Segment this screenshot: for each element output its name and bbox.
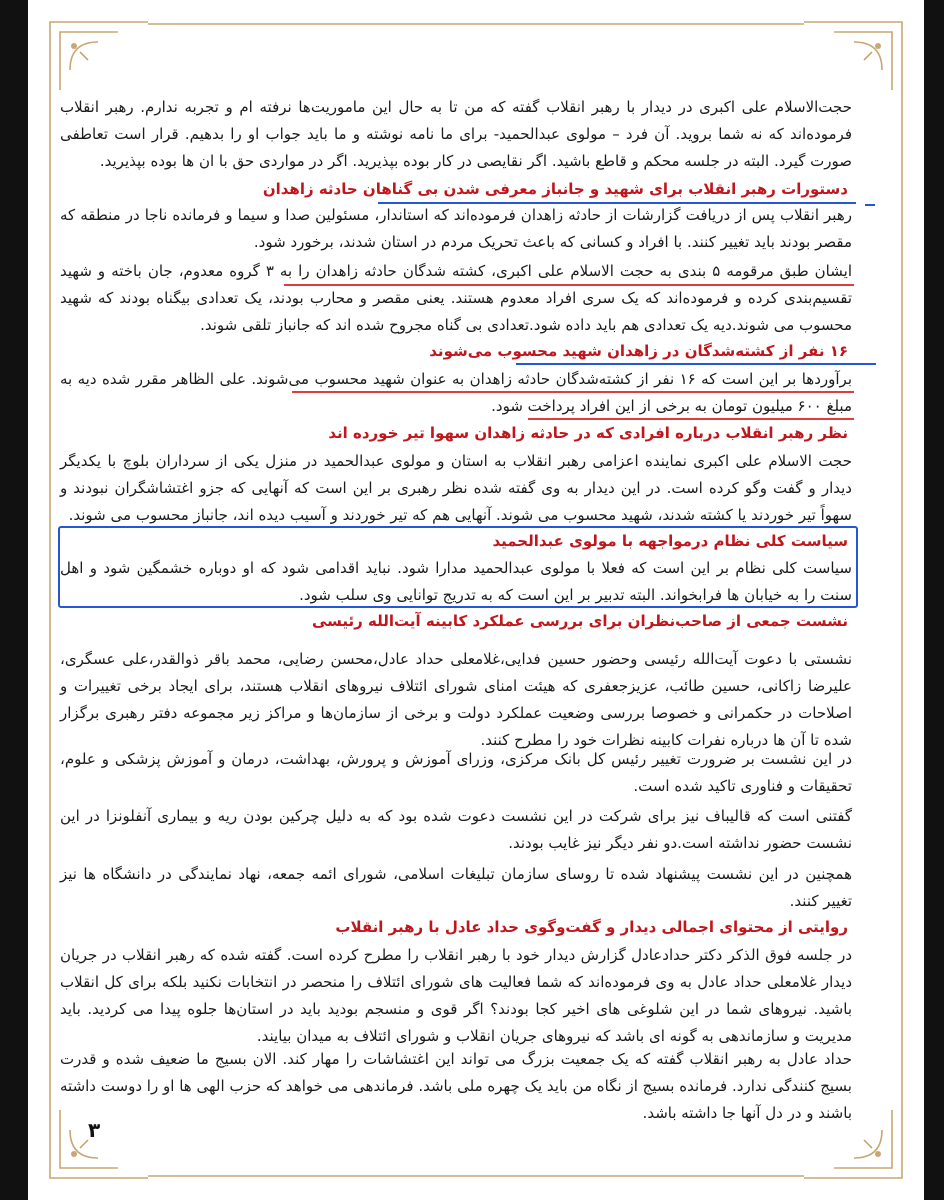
paragraph-accidental-shot: حجت الاسلام علی اکبری نماینده اعزامی رهبر انقلاب به استان و مولوی عبدالحمید در منزل یکی از سرداران بلوچ با یکدیگر دیدار و گفت وگو کرده است. در این دیدار به وی گفته شده نظر رهبری بر این است که آنهایی که جزو اغتشاشگران نبودند و سهواً تیر خوردند یا کشته شدند، شهید محسوب می شوند. آنهایی هم که تیر خوردند و آسیب دیده اند، جانباز محسوب می شوند. xyxy=(60,452,852,524)
paragraph-zahedan-orders: رهبر انقلاب پس از دریافت گزارشات از حادثه زاهدان فرموده‌اند که استاندار، مسئولین صدا و سیما و فرمانده ناجا در منطقه که مقصر بودند باید تغییر کنند. با افراد و کسانی که باعث تحریک مردم در استان شدند، برخورد شود. xyxy=(60,206,852,251)
heading-raisi-cabinet-review: نشست جمعی از صاحب‌نظران برای بررسی عملکرد کابینه آیت‌الله رئیسی xyxy=(311,612,848,630)
paragraph-general-policy: سیاست کلی نظام بر این است که فعلا با مولوی عبدالحمید مدارا شود. نباید اقدامی شود که او دوباره خشمگین شود و اهل سنت را به خیابان ها فرابخواند. البته تدبیر بر این است که به تدریج توانایی وی سلب شود. xyxy=(60,559,852,604)
paragraph-basij-weakness: حداد عادل به رهبر انقلاب گفته که یک جمعیت بزرگ می تواند این اغتشاشات را مهار کند. الان بسیج ما ضعیف شده و قدرت بسیج کنندگی ندارد. فرمانده بسیج از نگاه من باید یک چهره ملی باشد. فرماندهی می خواهد که حزب الهی ها او را دوست داشته باشند و در دل آنها جا داشته باشد. xyxy=(60,1050,852,1122)
paragraph-proposed-changes: همچنین در این نشست پیشنهاد شده تا روسای سازمان تبلیغات اسلامی، شورای ائمه جمعه، نهاد نمایندگی در دانشگاه ها نیز تغییر کنند. xyxy=(60,865,852,910)
heading-16-martyrs: ۱۶ نفر از کشته‌شدگان در زاهدان شهید محسوب می‌شوند xyxy=(429,342,848,360)
paragraph-akbari-meeting: حجت‌الاسلام علی اکبری در دیدار با رهبر انقلاب گفته که من تا به حال این ماموریت‌ها نرفته ام و تجربه ندارم. رهبر انقلاب فرموده‌اند که نه شما بروید. آن فرد – مولوی عبدالحمید- برای ما نامه نوشته و ما باید جواب او را بدهیم. قرار است تعاطفی صورت گیرد. البته در جلسه محکم و قاطع باشید. اگر نقایصی در کار بوده بپذیرید. اگر در مواردی حق با ان ها بوده بپذیرید. xyxy=(60,98,852,170)
underline-mark xyxy=(865,204,875,206)
page-number: ۳ xyxy=(88,1118,101,1142)
paragraph-three-groups: ایشان طبق مرقومه ۵ بندی به حجت الاسلام علی اکبری، کشته شدگان حادثه زاهدان را به ۳ گروه معدوم، جان باخته و شهید تقسیم‌بندی کرده و فرموده‌اند که یک سری افراد معدوم هستند. یعنی مقصر و محارب بودند، یک تعدادی بیگناه بودند که شهید محسوب می شوند.دیه یک تعدادی هم باید داده شود.تعدادی بی گناه مجروح شده اند که جانباز تلقی شوند. xyxy=(60,262,852,334)
right-dark-margin xyxy=(924,0,944,1200)
heading-haddad-adel-meeting: روایتی از محتوای اجمالی دیدار و گفت‌وگوی حداد عادل با رهبر انقلاب xyxy=(335,918,848,936)
heading-general-policy: سیاست کلی نظام درمواجهه با مولوی عبدالحمید xyxy=(492,532,848,550)
underline-16-martyrs xyxy=(292,391,854,393)
underline-three-groups xyxy=(284,284,854,286)
paragraph-minister-changes: در این نشست بر ضرورت تغییر رئیس کل بانک مرکزی، وزرای آموزش و پرورش، بهداشت، درمان و آموزش پزشکی و علوم، تحقیقات و فناوری تاکید شده است. xyxy=(60,750,852,795)
left-dark-margin xyxy=(0,0,28,1200)
paragraph-haddad-adel-report: در جلسه فوق الذکر دکتر حدادعادل گزارش دیدار خود با رهبر انقلاب را مطرح کرده است. گفته شده که رهبر انقلاب در جریان دیدار غلامعلی حداد عادل به وی فرموده‌اند که شما فعالیت های شورای ائتلاف را منحصر در انتخابات نکنید بلکه برای کل انقلاب باشید. نیروهای شما در این شلوغی های اخیر کجا بودند؟ اگر قوی و منسجم بودید باید در استان‌ها جلوه پیدا می کردید. باید مدیریت و سازماندهی به گونه ای باشد که نیروهای جریان انقلاب و شورای ائتلاف به میدان بیایند. xyxy=(60,946,852,1045)
heading-martyr-veteran-orders: دستورات رهبر انقلاب برای شهید و جانباز معرفی شدن بی گناهان حادثه زاهدان xyxy=(262,180,848,198)
paragraph-16-martyrs: برآوردها بر این است که ۱۶ نفر از کشته‌شدگان حادثه زاهدان به عنوان شهید محسوب می‌شوند. علی الظاهر مقرر شده دیه به مبلغ ۶۰۰ میلیون تومان به برخی از این افراد پرداخت شود. xyxy=(60,370,853,415)
paragraph-ghalibaf-absence: گفتنی است که قالیباف نیز برای شرکت در این نشست دعوت شده بود که به دلیل چرکین بودن ریه و بیماری آنفلونزا در این نشست حضور نداشته است.دو نفر دیگر نیز غایب بودند. xyxy=(60,807,852,852)
heading-accidental-shot: نظر رهبر انقلاب درباره افرادی که در حادثه زاهدان سهوا تیر خورده اند xyxy=(328,424,848,442)
underline-heading-2 xyxy=(516,363,876,365)
paragraph-meeting-participants: نشستی با دعوت آیت‌الله رئیسی وحضور حسین فدایی،غلامعلی حداد عادل،محسن رضایی، محمد باقر ذوالقدر،علی عسگری، علیرضا زاکانی، حسین طائب، عزیزجعفری که هیئت امنای شورای ائتلاف نیروهای انقلاب هستند، برای ایجاد برخی تغییرات و اصلاحات در حکمرانی و خصوصا بررسی وضعیت عملکرد دولت و برخی از سازمان‌ها و مراکز زیر مجموعه دفتر رهبری برگزار شده تا آن ها درباره نفرات کابینه نظرات خود را مطرح کنند. xyxy=(60,650,852,749)
